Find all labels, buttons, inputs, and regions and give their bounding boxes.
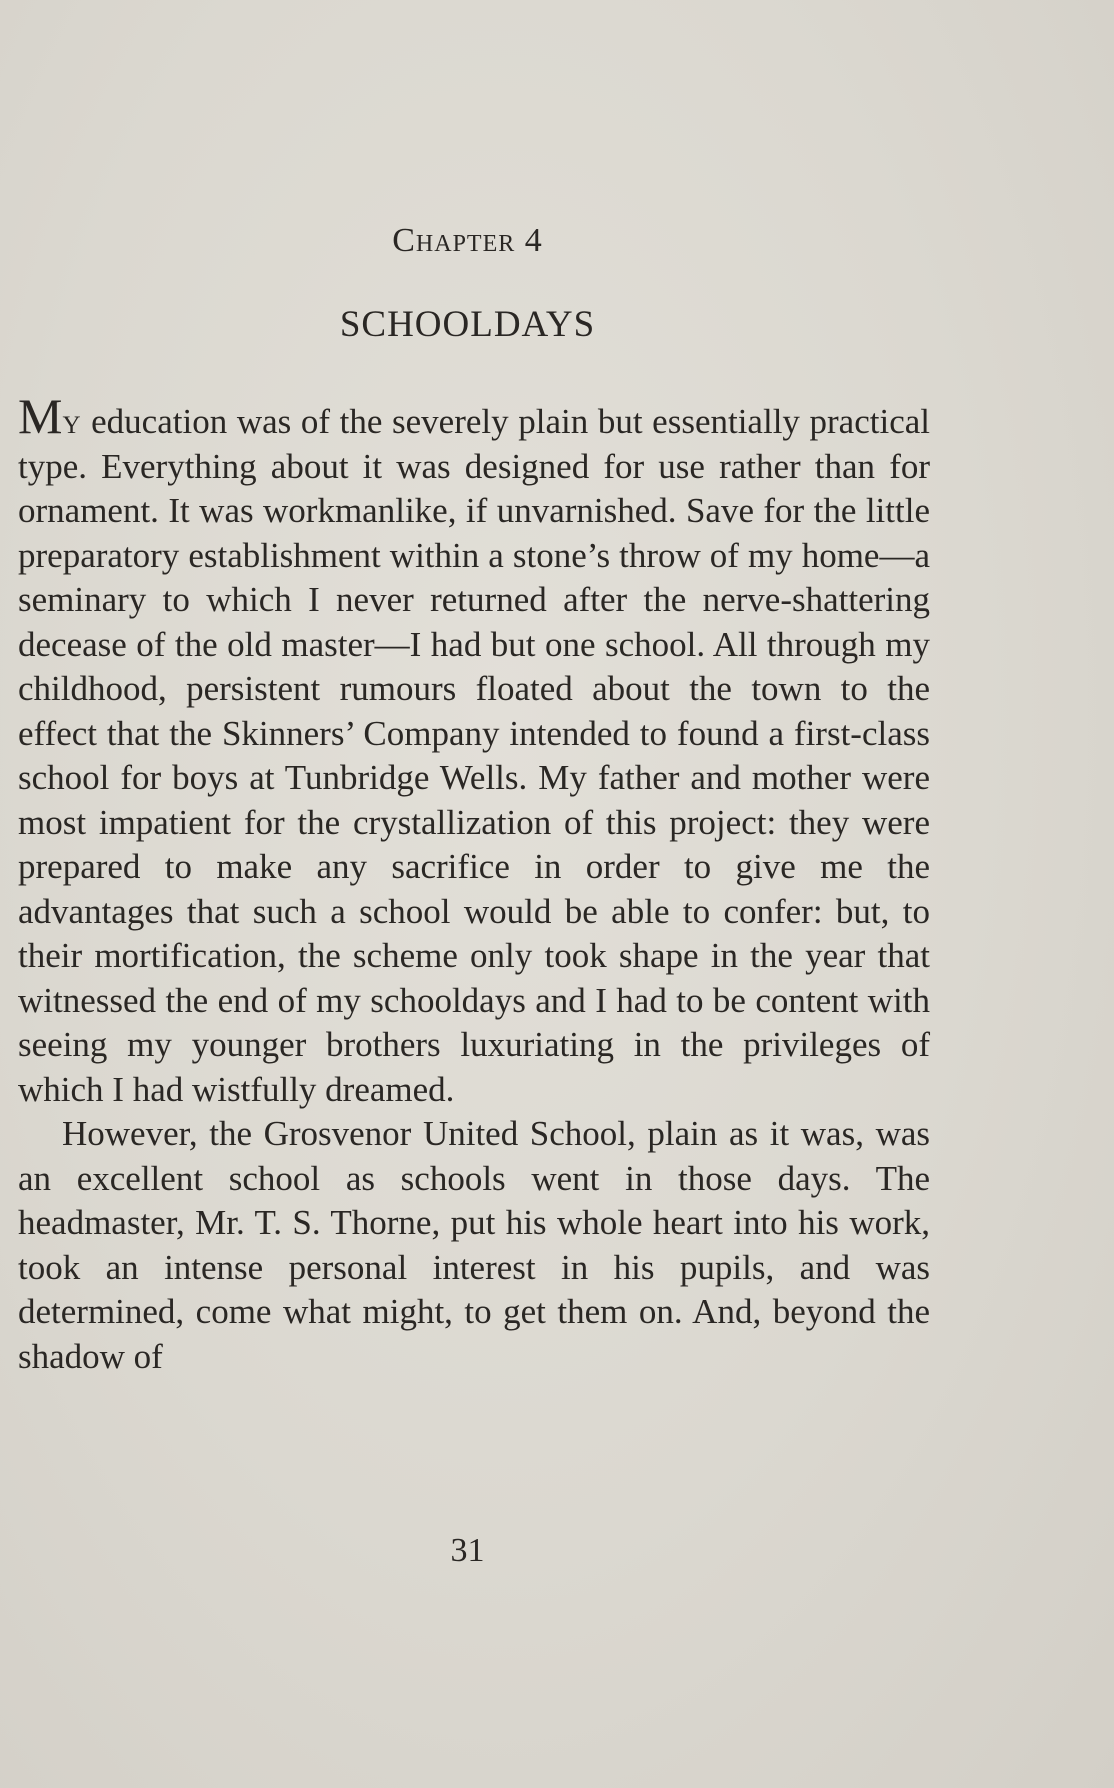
drop-cap-letter: M bbox=[18, 388, 63, 444]
body-text bbox=[18, 388, 930, 1379]
drop-cap-rest: y bbox=[62, 402, 82, 441]
paragraph-2: However, the Grosvenor United School, plain as it was, was an excellent school as schools went in those days. The headmaster, Mr. T. S. Thorne, put his whole heart into his work, took an intense personal interest in his pupils, and was determined, come what might, to get them on. And, beyond the shadow of bbox=[18, 1114, 930, 1376]
chapter-title: SCHOOLDAYS bbox=[339, 304, 596, 345]
chapter-label: Chapter 4 bbox=[392, 222, 543, 259]
paragraph-1 bbox=[18, 388, 930, 1112]
paragraph-1-text: education was of the severely plain but essentially practical type. Everything about it was designed for use rather than for ornament. It was workmanlike, if unvarnished. Save for the little preparatory establishment within a stone’s throw of my home—a seminary to which I never returned after the nerve-shattering decease of the old master—I had but one school. All through my childhood, persistent rumours floated about the town to the effect that the Skinners’ Company intended to found a first-class school for boys at Tunbridge Wells. My father and mother were most impatient for the crystallization of this project: they were prepared to make any sacrifice in order to give me the advantages that such a school would be able to confer: but, to their mortification, the scheme only took shape in the year that witnessed the end of my schooldays and I had to be content with seeing my younger brothers luxuriating in the privileges of which I had wistfully dreamed. bbox=[18, 402, 930, 1109]
page-number: 31 bbox=[450, 1532, 485, 1569]
